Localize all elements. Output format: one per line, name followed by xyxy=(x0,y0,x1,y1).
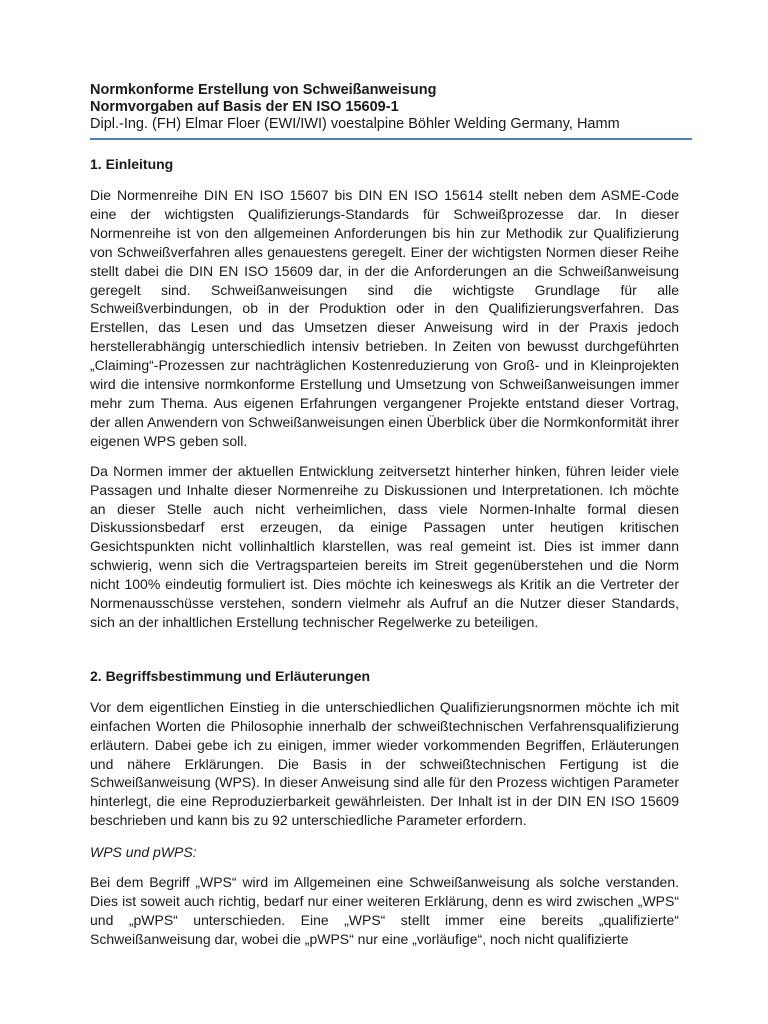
section-heading-definitions: 2. Begriffsbestimmung und Erläuterungen xyxy=(90,667,371,684)
document-author: Dipl.-Ing. (FH) Elmar Floer (EWI/IWI) voestalpine Böhler Welding Germany, Hamm xyxy=(90,116,620,132)
document-title-line-1: Normkonforme Erstellung von Schweißanweisung xyxy=(90,82,437,98)
document-header xyxy=(90,82,679,140)
section-heading-introduction: 1. Einleitung xyxy=(90,156,174,172)
section-definitions xyxy=(90,668,679,949)
subheading-wps-pwps: WPS und pWPS: xyxy=(90,844,197,861)
header-divider xyxy=(90,138,692,140)
paragraph: Bei dem Begriff „WPS“ wird im Allgemeinen eine Schweißanweisung als solche verstanden. Dies ist soweit auch richtig, bedarf nur einer weiteren Erklärung, denn es wird zwischen „WPS“ und „pWPS“ unterschieden. Eine „WPS“ stellt immer eine bereits „qualifizierte“ Schweißanweisung dar, wobei die „pWPS“ nur eine „vorläufige“, noch nicht qualifizierte xyxy=(90,874,679,947)
paragraph: Die Normenreihe DIN EN ISO 15607 bis DIN EN ISO 15614 stellt neben dem ASME-Code eine der wichtigsten Qualifizierungs-Standards für Schweißprozesse dar. In dieser Normenreihe ist von den allgemeinen Anforderungen bis hin zur Methodik zur Qualifizierung von Schweißverfahren alles genauestens geregelt. Einer der wichtigsten Normen dieser Reihe stellt dabei die DIN EN ISO 15609 dar, in der die Anforderungen an die Schweißanweisung geregelt sind. Schweißanweisungen sind die wichtigste Grundlage für alle Schweißverbindungen, ob in der Produktion oder in den Qualifizierungsverfahren. Das Erstellen, das Lesen und das Umsetzen dieser Anweisung wird in der Praxis jedoch herstellerabhängig unterschiedlich intensiv betrieben. In Zeiten von bewusst durchgeführten „Claiming“-Prozessen zur nachträglichen Kostenreduzierung von Groß- und in Kleinprojekten wird die intensive normkonforme Erstellung und Umsetzung von Schweißanweisungen immer mehr zum Thema. Aus eigenen Erfahrungen vergangener Projekte entstand dieser Vortrag, der allen Anwendern von Schweißanweisungen einen Überblick über die Normkonformität ihrer eigenen WPS geben soll. xyxy=(90,187,679,449)
paragraph: Da Normen immer der aktuellen Entwicklung zeitversetzt hinterher hinken, führen leider viele Passagen und Inhalte dieser Normenreihe zu Diskussionen und Interpretationen. Ich möchte an dieser Stelle auch nicht verheimlichen, dass viele Normen-Inhalte formal diesen Diskussionsbedarf erst erzeugen, da einige Passagen unter heutigen kritischen Gesichtspunkten nicht vollinhaltlich klarstellen, was real gemeint ist. Dies ist immer dann schwierig, wenn sich die Vertragsparteien bereits im Streit gegenüberstehen und die Norm nicht 100% eindeutig formuliert ist. Dies möchte ich keineswegs als Kritik an die Vertreter der Normenausschüsse verstehen, sondern vielmehr als Aufruf an die Nutzer dieser Standards, sich an der inhaltlichen Erstellung technischer Regelwerke zu beteiligen. xyxy=(90,462,679,630)
document-page xyxy=(90,82,679,949)
document-title-line-2: Normvorgaben auf Basis der EN ISO 15609-1 xyxy=(90,99,399,115)
section-introduction xyxy=(90,156,679,632)
paragraph: Vor dem eigentlichen Einstieg in die unterschiedlichen Qualifizierungsnormen möchte ich mit einfachen Worten die Philosophie innerhalb der schweißtechnischen Verfahrensqualifizierung erläutern. Dabei gebe ich zu einigen, immer wieder vorkommenden Begriffen, Erläuterungen und nähere Erklärungen. Die Basis in der schweißtechnischen Fertigung ist die Schweißanweisung (WPS). In dieser Anweisung sind alle für den Prozess wichtigen Parameter hinterlegt, die eine Reproduzierbarkeit gewährleisten. Der Inhalt ist in der DIN EN ISO 15609 beschrieben und kann bis zu 92 unterschiedliche Parameter erfordern. xyxy=(90,698,679,829)
